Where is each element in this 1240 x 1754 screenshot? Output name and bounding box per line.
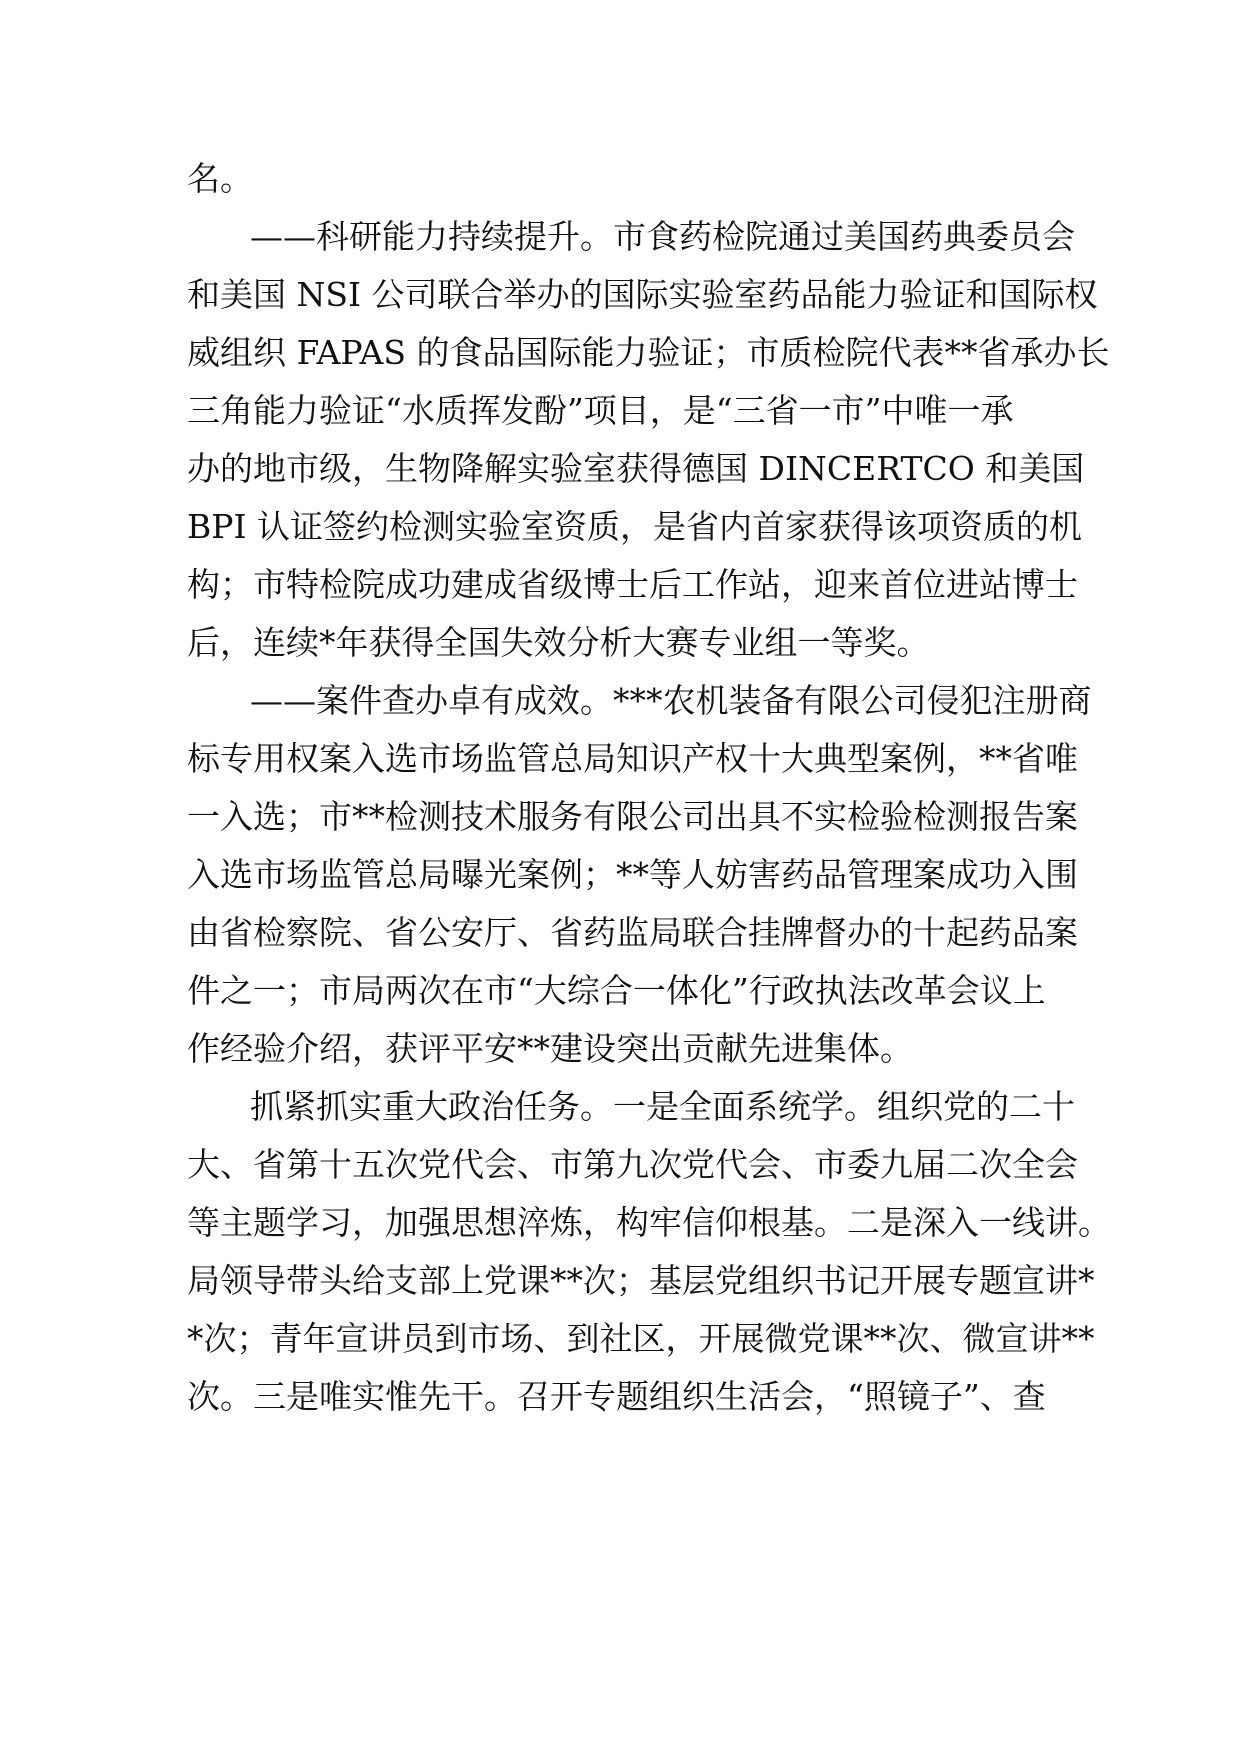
text-line: ——科研能力持续提升。市食药检院通过美国药典委员会 [250, 217, 1075, 256]
text-line: 次。三是唯实惟先干。召开专题组织生活会，“照镜子”、查 [187, 1377, 1046, 1416]
text-line: 等主题学习，加强思想淬炼，构牢信仰根基。二是深入一线讲。 [187, 1203, 1111, 1242]
text-line: 入选市场监管总局曝光案例；**等人妨害药品管理案成功入围 [187, 855, 1078, 894]
text-line: *次；青年宣讲员到市场、到社区，开展微党课**次、微宣讲** [187, 1319, 1095, 1358]
text-line: 后，连续*年获得全国失效分析大赛专业组一等奖。 [187, 623, 930, 662]
text-line: 由省检察院、省公安厅、省药监局联合挂牌督办的十起药品案 [187, 913, 1078, 952]
text-line: 构；市特检院成功建成省级博士后工作站，迎来首位进站博士 [187, 565, 1078, 604]
text-line: 三角能力验证“水质挥发酚”项目，是“三省一市”中唯一承 [187, 391, 1014, 430]
text-line: 办的地市级，生物降解实验室获得德国 DINCERTCO 和美国 [187, 449, 1085, 488]
text-line: 标专用权案入选市场监管总局知识产权十大典型案例，**省唯 [187, 739, 1078, 778]
text-line: 局领导带头给支部上党课**次；基层党组织书记开展专题宣讲* [187, 1261, 1095, 1300]
text-line: 威组织 FAPAS 的食品国际能力验证；市质检院代表**省承办长 [187, 333, 1110, 372]
text-line: 和美国 NSI 公司联合举办的国际实验室药品能力验证和国际权 [187, 275, 1098, 314]
text-line: 件之一；市局两次在市“大综合一体化”行政执法改革会议上 [187, 971, 1046, 1010]
text-line: 一入选；市**检测技术服务有限公司出具不实检验检测报告案 [187, 797, 1078, 836]
text-line: 作经验介绍，获评平安**建设突出贡献先进集体。 [187, 1029, 913, 1068]
text-line: 大、省第十五次党代会、市第九次党代会、市委九届二次全会 [187, 1145, 1078, 1184]
text-line: BPI 认证签约检测实验室资质，是省内首家获得该项资质的机 [187, 507, 1082, 546]
text-line: 名。 [187, 159, 253, 198]
text-line: ——案件查办卓有成效。***农机装备有限公司侵犯注册商 [250, 681, 1092, 720]
text-line: 抓紧抓实重大政治任务。一是全面系统学。组织党的二十 [250, 1087, 1075, 1126]
